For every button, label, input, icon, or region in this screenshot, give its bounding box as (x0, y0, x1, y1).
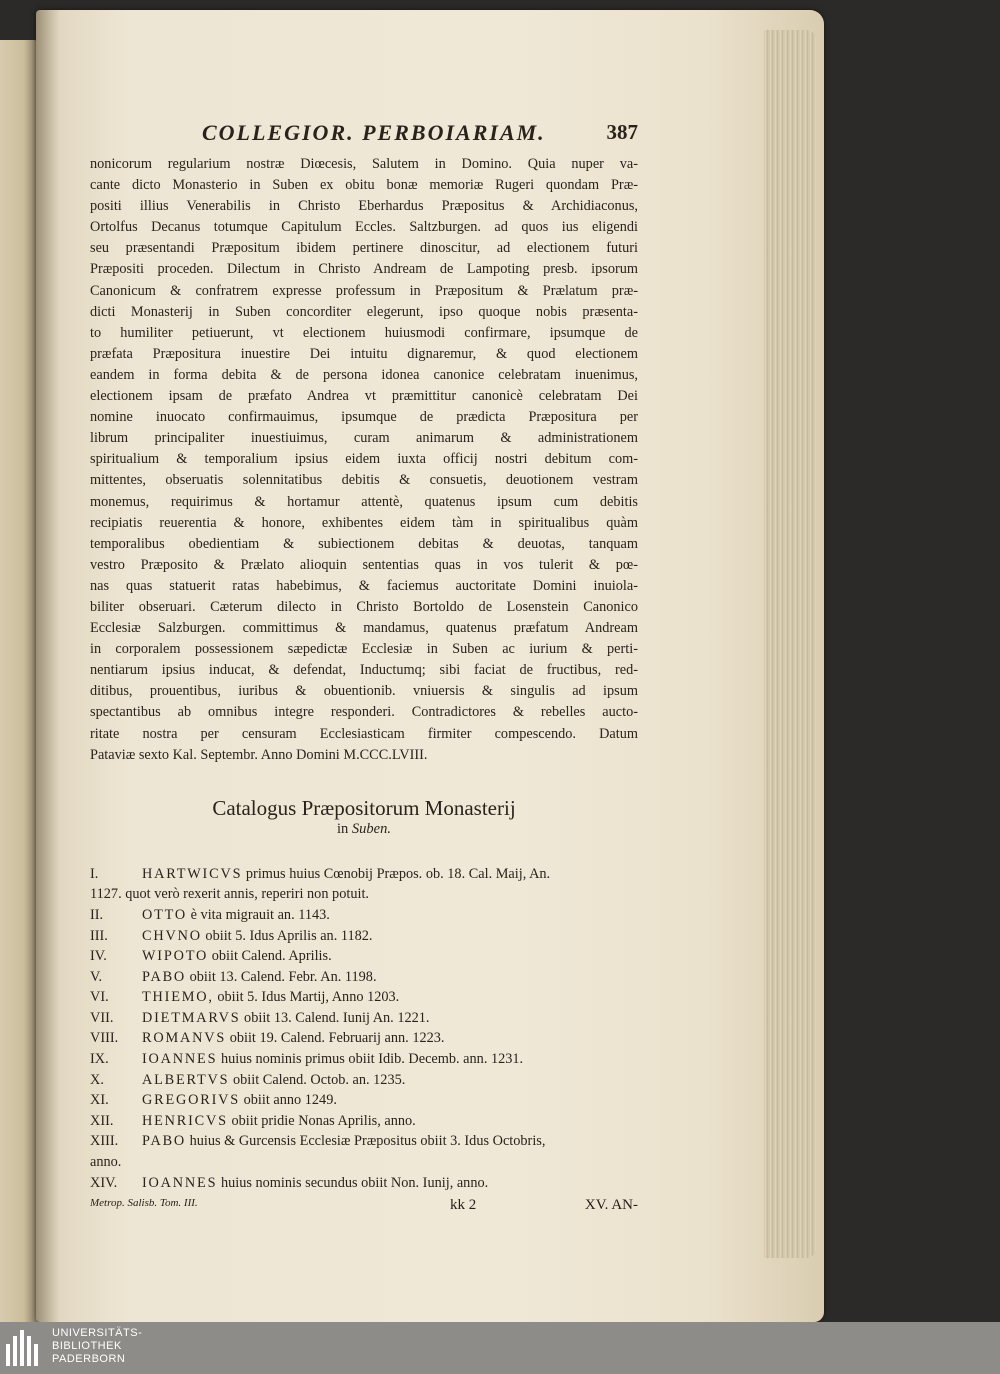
charter-text (90, 154, 638, 766)
catalog-entry (90, 1131, 638, 1152)
text-line: nonicorum regularium nostræ Diœcesis, Salutem in Domino. Quia nuper va- (90, 156, 638, 172)
text-line: electionem ipsam de præfato Andrea vt præmittitur canonicè celebratam Dei (90, 388, 638, 405)
page-block-edge (764, 30, 816, 1258)
catalog-entry (90, 864, 638, 885)
text-line: Pataviæ sexto Kal. Septembr. Anno Domini M.CCC.LVIII. (90, 746, 428, 763)
entry-continuation: anno. (90, 1154, 122, 1171)
text-line: mittentes, obseruatis solennitatibus debitis & consuetis, deuotionem vestram (90, 472, 638, 489)
catalog-entry (90, 987, 638, 1008)
entry-number: XII. (90, 1112, 114, 1129)
text-line: to humiliter petiuerunt, vt electionem huiusmodi confirmare, ipsumque de (90, 324, 638, 341)
text-line: spiritualium & temporalium ipsius eidem iuxta officij nostri debitum com- (90, 451, 638, 468)
text-line: ditibus, prouentibus, iuribus & obuentionib. vniuersis & singulis ad ipsum (90, 683, 638, 700)
text-line: dicti Monasterij in Suben concorditer elegerunt, ipso quoque nobis præsenta- (90, 303, 638, 320)
entry-text: obiit 5. Idus Aprilis an. 1182. (205, 927, 373, 944)
entry-text: primus huius Cœnobij Præpos. ob. 18. Cal. Maij, An. (245, 865, 551, 882)
provost-name: PABO (142, 968, 187, 985)
text-line: Canonicum & confratrem expresse professum in Præpositum & Prælatum præ- (90, 282, 638, 299)
entry-number: XI. (90, 1092, 109, 1109)
provost-catalog (90, 864, 638, 1194)
catalog-entry (90, 905, 638, 926)
provost-name: ALBERTVS (142, 1071, 230, 1088)
entry-number: VI. (90, 989, 109, 1006)
text-line: Ecclesiæ Salzburgen. committimus & mandamus, quatenus præfatum Andream (90, 620, 638, 637)
entry-continuation: 1127. quot verò rexerit annis, reperiri non potuit. (90, 886, 369, 903)
text-line: biliter obseruari. Cæterum dilecto in Christo Bortoldo de Losenstein Canonico (90, 598, 638, 615)
entry-number: IX. (90, 1051, 109, 1068)
catalog-entry (90, 926, 638, 947)
text-line: nas quas statuerit ratas habebimus, & faciemus auctoritate Domini inuiola- (90, 577, 638, 594)
entry-text: obiit pridie Nonas Aprilis, anno. (231, 1112, 416, 1129)
provost-name: HENRICVS (142, 1112, 228, 1129)
signature-mark: kk 2 (450, 1197, 477, 1214)
library-name-line2: BIBLIOTHEK (52, 1340, 122, 1352)
text-line: in corporalem possessionem sæpedictæ Ecclesiæ in Suben ac iurium & perti- (90, 641, 638, 658)
text-line: ritate nostra per censuram Ecclesiasticam firmiter compescendo. Datum (90, 725, 638, 742)
entry-text: huius nominis secundus obiit Non. Iunij, anno. (220, 1174, 489, 1191)
entry-number: VII. (90, 1009, 114, 1026)
provost-name: CHVNO (142, 927, 202, 944)
facing-page-edge (0, 40, 40, 1330)
entry-text: huius nominis primus obiit Idib. Decemb. ann. 1231. (220, 1051, 524, 1068)
provost-name: THIEMO, (142, 989, 214, 1006)
entry-text: huius & Gurcensis Ecclesiæ Præpositus obiit 3. Idus Octobris, (189, 1133, 546, 1150)
text-line: positi illius Venerabilis in Christo Eberhardus Præpositus & Archidiaconus, (90, 198, 638, 215)
catalog-entry (90, 1028, 638, 1049)
catalog-subtitle (90, 821, 638, 838)
entry-text: obiit 5. Idus Martij, Anno 1203. (217, 989, 400, 1006)
catalog-entry (90, 1173, 638, 1194)
catalog-entry (90, 1111, 638, 1132)
text-line: nentiarum ipsius inducat, & defendat, Inductumq; sibi faciat de fructibus, red- (90, 662, 638, 679)
text-line: spectantibus ab omnibus integre responderi. Contradictores & rebelles aucto- (90, 704, 638, 721)
entry-number: III. (90, 927, 108, 944)
provost-name: IOANNES (142, 1051, 218, 1068)
entry-number: XIV. (90, 1174, 118, 1191)
page-header (202, 120, 638, 148)
page-content (90, 120, 638, 1217)
provost-name: IOANNES (142, 1174, 218, 1191)
entry-number: II. (90, 906, 104, 923)
library-logo-icon (6, 1330, 42, 1366)
provost-name: ROMANVS (142, 1030, 227, 1047)
page-footer (90, 1197, 638, 1217)
catalog-entry (90, 1049, 638, 1070)
catchword: XV. AN- (584, 1197, 638, 1214)
provost-name: WIPOTO (142, 948, 209, 965)
text-line: vestro Præposito & Prælato alioquin sententias quas in vos tulerit & pœ- (90, 556, 638, 573)
entry-number: X. (90, 1071, 104, 1088)
entry-number: V. (90, 968, 103, 985)
text-line: monemus, requirimus & hortamur attentè, quatenus ipsum cum debitis (90, 493, 638, 510)
catalog-title: Catalogus Præpositorum Monasterij (212, 795, 516, 820)
provost-name: PABO (142, 1133, 187, 1150)
text-line: præfata Præpositura inuestire Dei intuitu dignaremur, & quod electionem (90, 345, 638, 362)
entry-text: obiit 13. Calend. Febr. An. 1198. (189, 968, 377, 985)
text-line: nomine inuocato confirmauimus, ipsumque de prædicta Præpositura per (90, 409, 638, 426)
catalog-entry (90, 1008, 638, 1029)
provost-name: HARTWICVS (142, 865, 243, 882)
running-head: COLLEGIOR. PERBOIARIAM. (202, 120, 546, 145)
library-name-line3: PADERBORN (52, 1353, 126, 1365)
page-number: 387 (606, 120, 638, 144)
catalog-subtitle-place: Suben. (351, 820, 391, 837)
catalog-subtitle-prefix: in (337, 820, 349, 837)
text-line: librum principaliter inuestiuimus, curam animarum & administrationem (90, 430, 638, 447)
catalog-entry (90, 967, 638, 988)
provost-name: GREGORIVS (142, 1092, 241, 1109)
catalog-entry (90, 946, 638, 967)
library-name-line1: UNIVERSITÄTS- (52, 1327, 143, 1339)
catalog-entry (90, 1090, 638, 1111)
entry-text: obiit 13. Calend. Iunij An. 1221. (244, 1009, 430, 1026)
library-banner (0, 1322, 1000, 1374)
text-line: eandem in forma debita & de persona idonea canonice celebratam inuenimus, (90, 366, 638, 383)
library-name (52, 1327, 142, 1366)
text-line: recipiatis reuerentia & honore, exhibentes eidem tàm in spiritualibus quàm (90, 514, 638, 531)
provost-name: DIETMARVS (142, 1009, 241, 1026)
text-line: Præpositi proceden. Dilectum in Christo Andream de Lampoting presb. ipsorum (90, 261, 638, 278)
entry-text: obiit 19. Calend. Februarij ann. 1223. (229, 1030, 445, 1047)
entry-number: I. (90, 865, 99, 882)
entry-text: obiit anno 1249. (243, 1092, 337, 1109)
entry-number: VIII. (90, 1030, 119, 1047)
entry-text: obiit Calend. Aprilis. (211, 948, 332, 965)
text-line: temporalibus obedientiam & subiectionem debitas & deuotas, tanquam (90, 535, 638, 552)
catalog-entry (90, 1070, 638, 1091)
entry-number: IV. (90, 948, 107, 965)
entry-text: è vita migrauit an. 1143. (190, 906, 330, 923)
text-line: seu præsentandi Præpositum ibidem pertinere dinoscitur, ad electionem futuri (90, 240, 638, 257)
entry-text: obiit Calend. Octob. an. 1235. (233, 1071, 406, 1088)
entry-number: XIII. (90, 1133, 119, 1150)
footer-volume: Metrop. Salisb. Tom. III. (90, 1197, 198, 1210)
text-line: Ortolfus Decanus totumque Capitulum Eccles. Saltzburgen. ad quos ius eligendi (90, 219, 638, 236)
text-line: cante dicto Monasterio in Suben ex obitu bonæ memoriæ Rugeri quondam Præ- (90, 177, 638, 194)
provost-name: OTTO (142, 906, 188, 923)
